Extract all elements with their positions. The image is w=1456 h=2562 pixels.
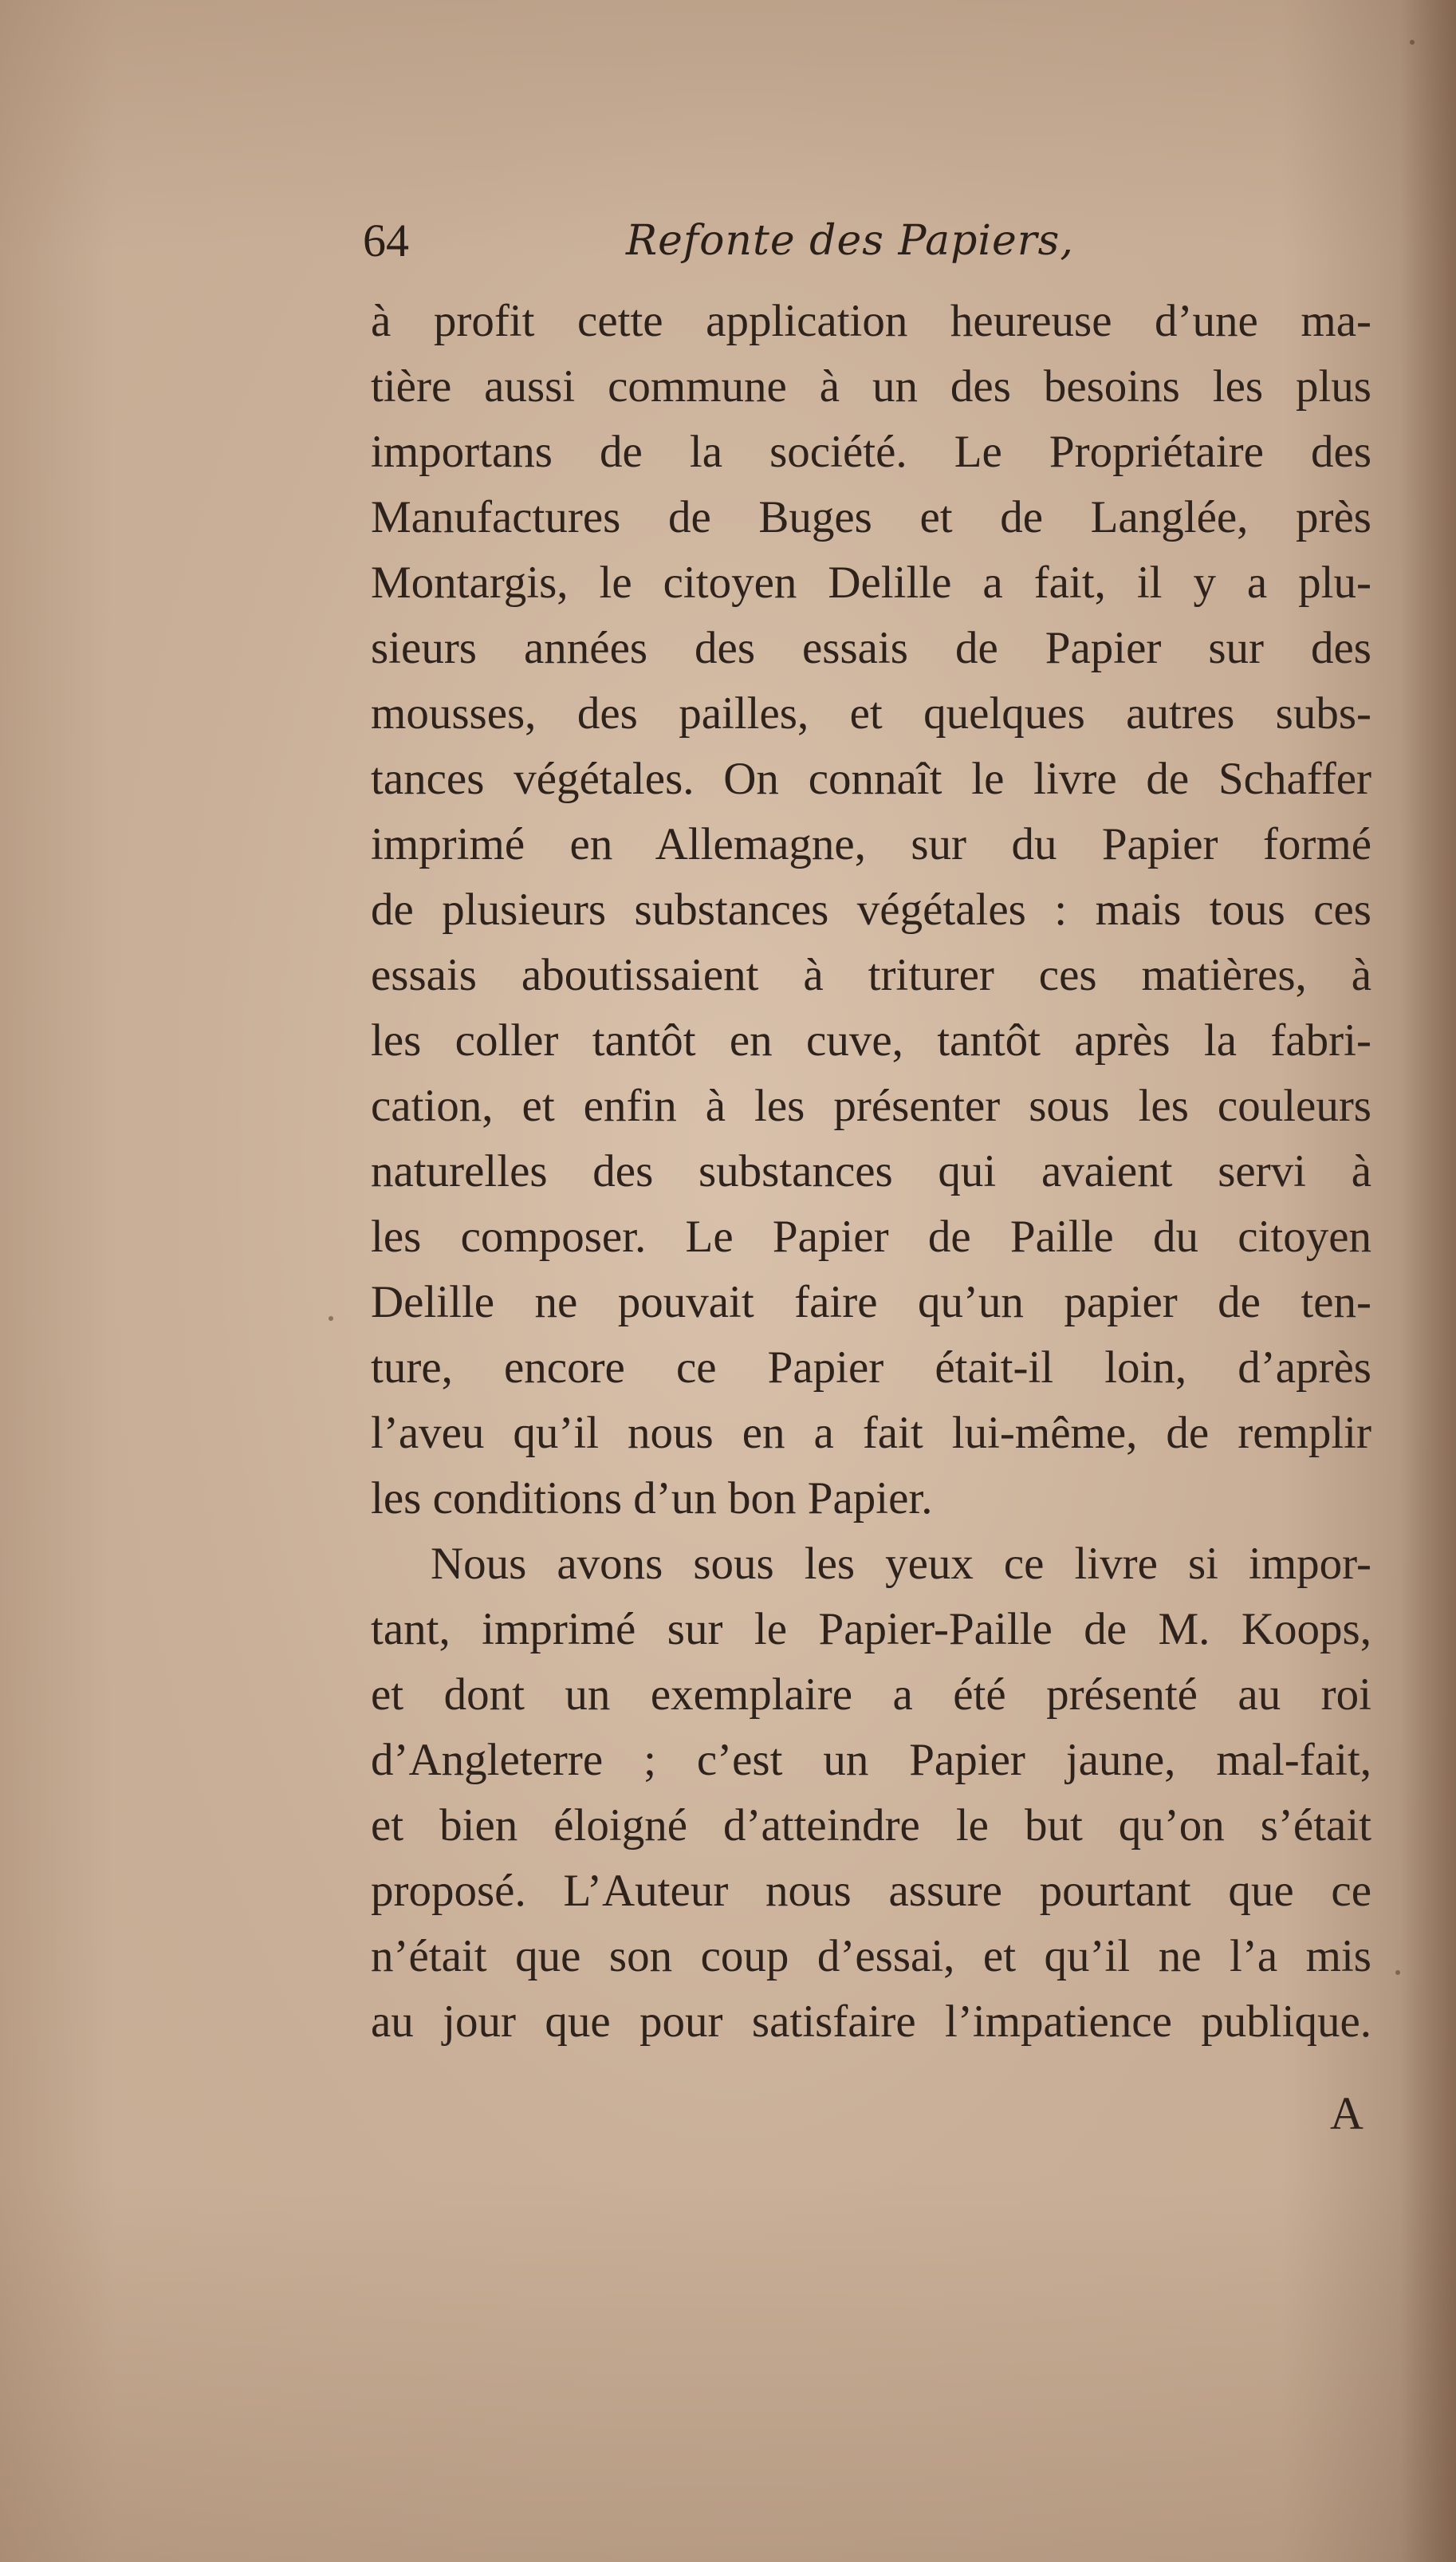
text-line: tant, imprimé sur le Papier-Paille de M. Koops, [371,1604,1371,1654]
text-line: d’Angleterre ; c’est un Papier jaune, mal-fait, [371,1735,1371,1785]
text-line: importans de la société. Le Propriétaire des [371,427,1371,477]
page-header [363,209,1160,273]
text-line: à profit cette application heureuse d’une ma- [371,296,1371,346]
text-line: et dont un exemplaire a été présenté au roi [371,1669,1371,1720]
paper-speck [1395,1970,1400,1975]
catchword: A [1330,2087,1364,2139]
text-line: les conditions d’un bon Papier. [371,1473,933,1523]
text-line: proposé. L’Auteur nous assure pourtant que ce [371,1866,1371,1916]
running-head: Refonte des Papiers, [626,217,1074,265]
text-line: et bien éloigné d’atteindre le but qu’on s’était [371,1800,1371,1851]
text-line: naturelles des substances qui avaient servi à [371,1146,1371,1196]
text-line: les composer. Le Papier de Paille du citoyen [371,1212,1371,1262]
page-edge-shadow [1400,0,1456,2562]
text-line: Nous avons sous les yeux ce livre si impor- [431,1539,1371,1589]
page-number: 64 [363,215,409,266]
text-line: tière aussi commune à un des besoins les plus [371,361,1371,412]
text-line: n’était que son coup d’essai, et qu’il ne l’a mis [371,1931,1371,1981]
body-text [371,289,1371,2055]
text-line: imprimé en Allemagne, sur du Papier formé [371,819,1371,869]
text-line: cation, et enfin à les présenter sous les couleurs [371,1081,1371,1131]
paper-speck [329,1316,333,1321]
text-line: l’aveu qu’il nous en a fait lui-même, de remplir [371,1408,1371,1458]
text-line: Montargis, le citoyen Delille a fait, il y a plu- [371,558,1371,608]
text-line: Delille ne pouvait faire qu’un papier de ten- [371,1277,1371,1327]
text-line: au jour que pour satisfaire l’impatience publique. [371,1996,1371,2047]
text-line: sieurs années des essais de Papier sur des [371,623,1371,673]
text-line: les coller tantôt en cuve, tantôt après la fabri- [371,1015,1371,1066]
text-line: tances végétales. On connaît le livre de Schaffer [371,754,1371,804]
text-line: essais aboutissaient à triturer ces matières, à [371,950,1371,1000]
text-line: ture, encore ce Papier était-il loin, d’après [371,1342,1371,1393]
text-line: de plusieurs substances végétales : mais tous ces [371,885,1371,935]
text-line: mousses, des pailles, et quelques autres subs- [371,688,1371,739]
text-line: Manufactures de Buges et de Langlée, près [371,492,1371,542]
paper-speck [1410,40,1415,45]
